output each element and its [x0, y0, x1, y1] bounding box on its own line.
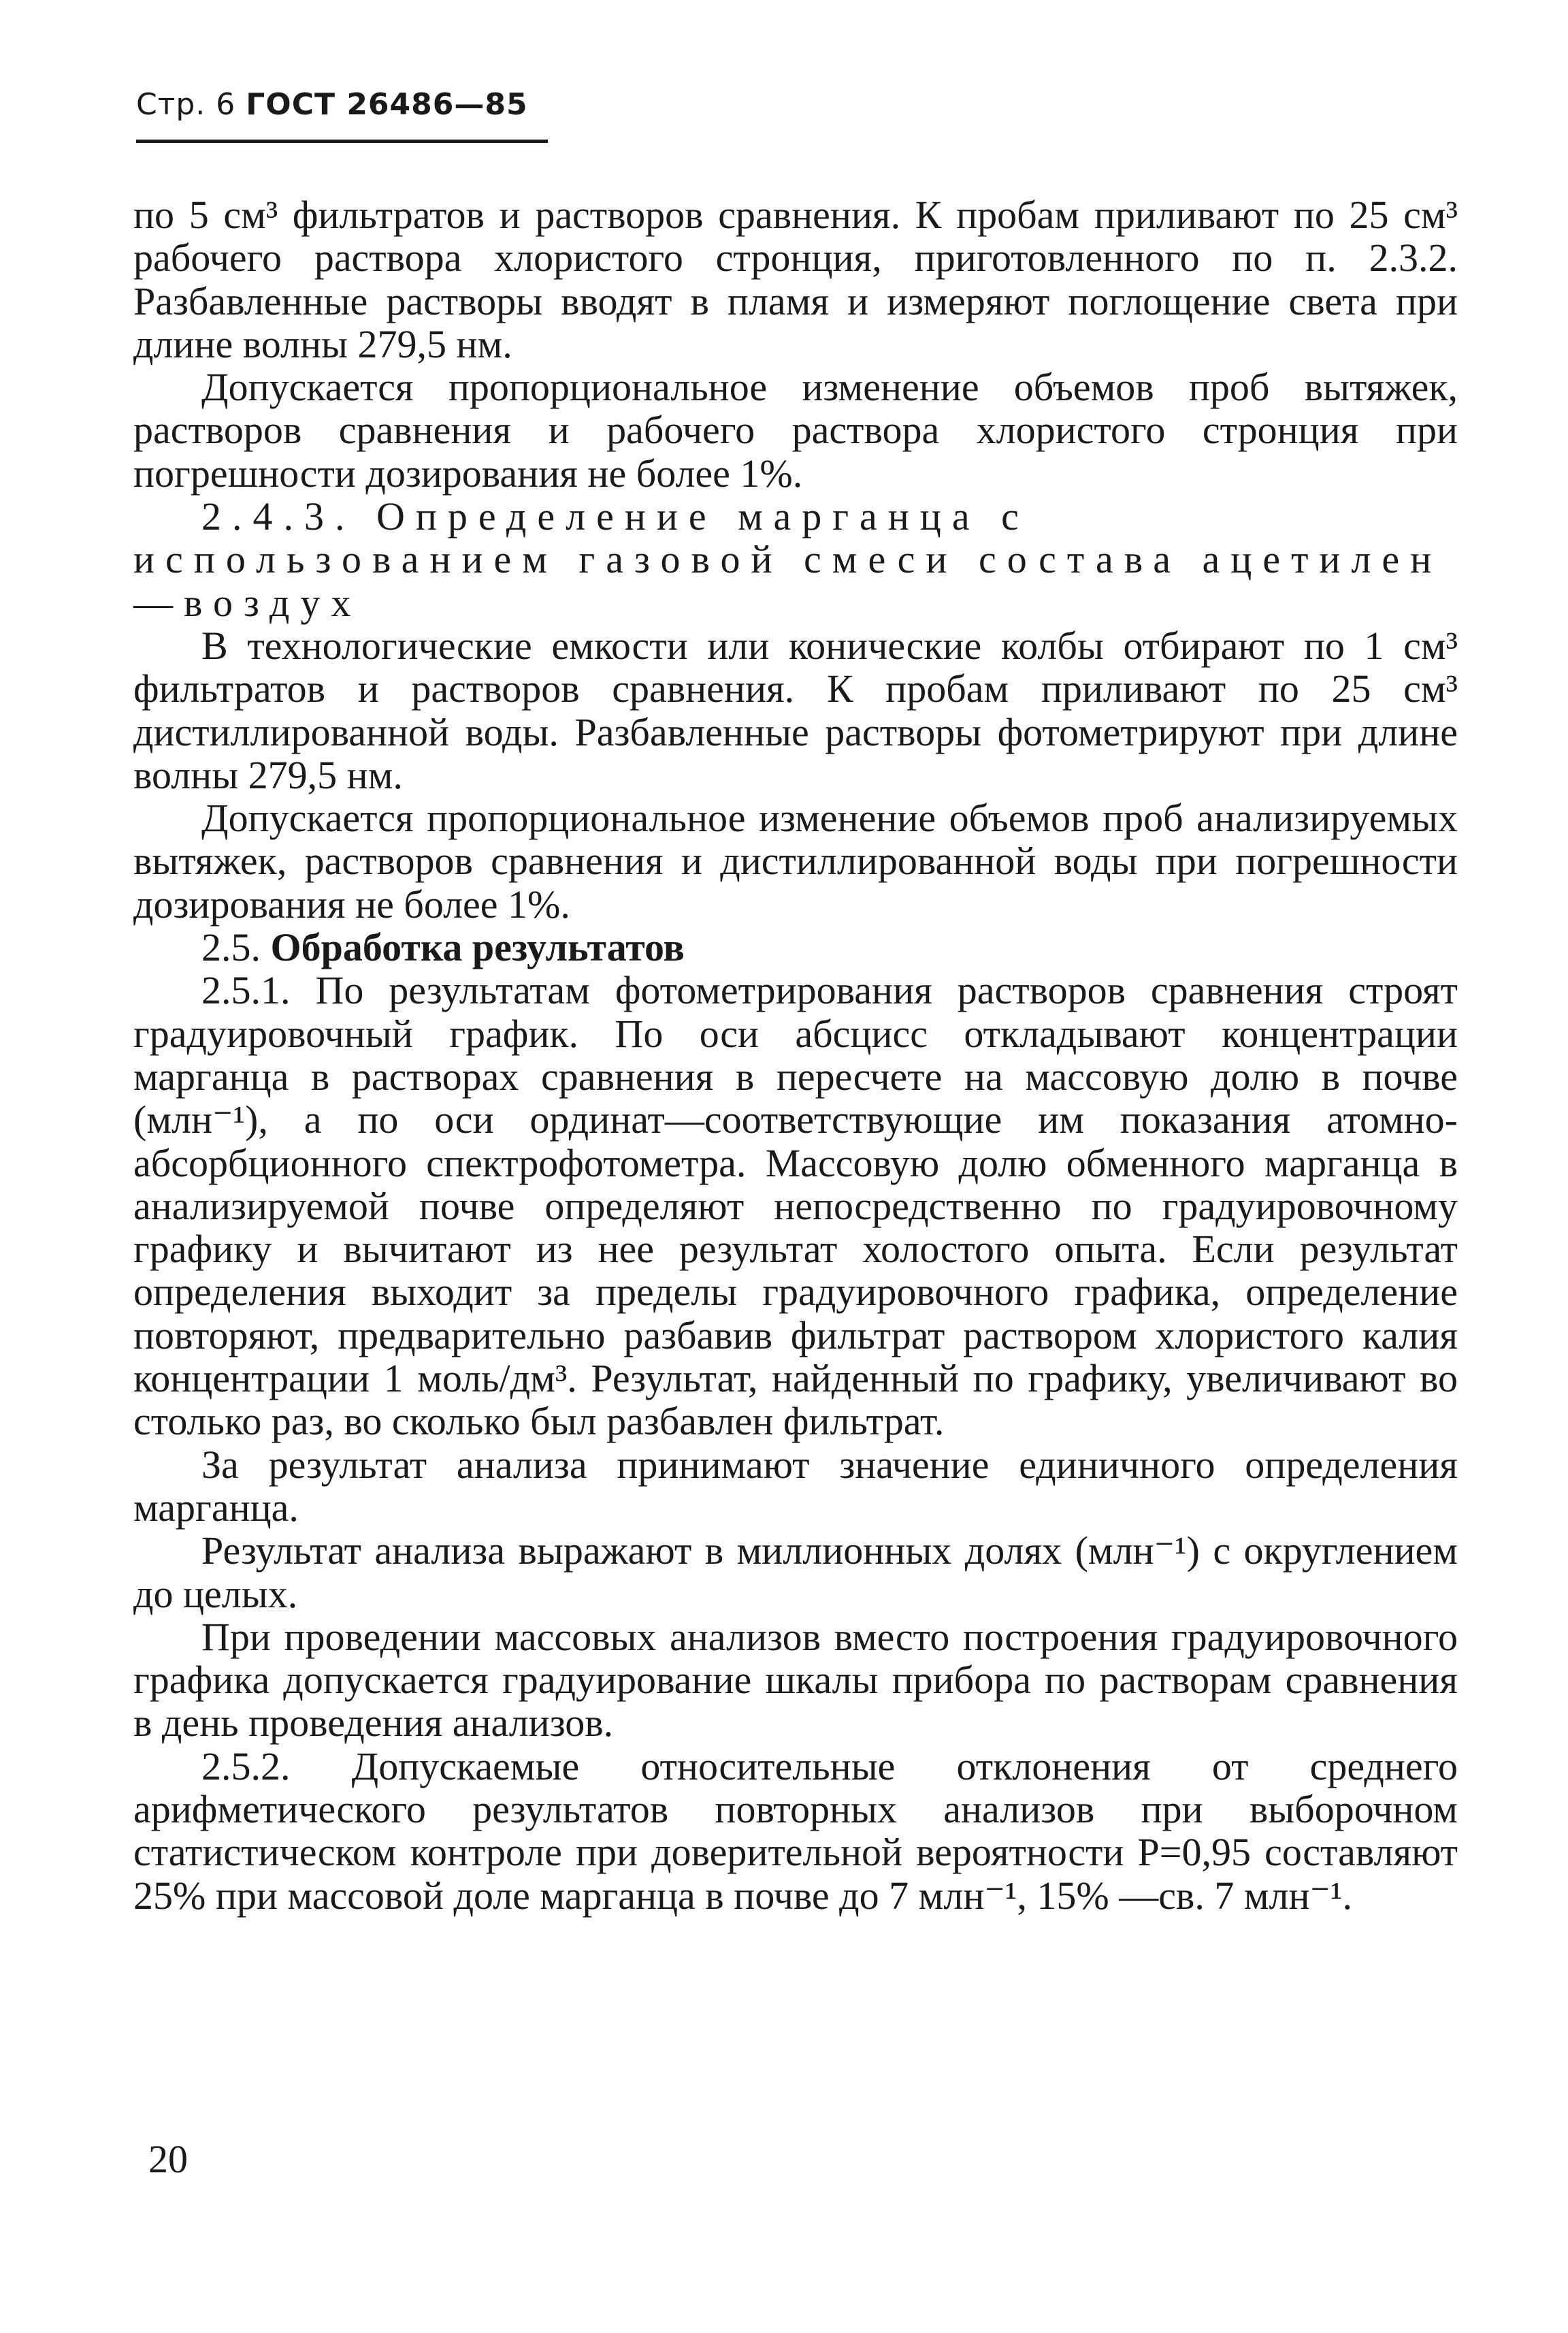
page-header	[136, 87, 528, 122]
standard-number: ГОСТ 26486—85	[246, 87, 528, 122]
paragraph: Результат анализа выражают в миллионных долях (млн⁻¹) с округлением до целых.	[133, 1528, 1458, 1616]
subsection-heading: 2.4.3. Определение марганца с использованием газовой смеси состава ацетилен—воздух	[133, 494, 1443, 625]
paragraph-continuation: по 5 см³ фильтратов и растворов сравнения. К пробам приливают по 25 см³ рабочего раствора хлористого стронция, приготовленного по п. 2.3.2. Разбавленные растворы вводят в пламя и измеряют поглощение света при длине волны 279,5 нм.	[133, 193, 1458, 366]
paragraph: При проведении массовых анализов вместо построения градуировочного графика допускается градуирование шкалы прибора по растворам сравнения в день проведения анализов.	[133, 1614, 1458, 1745]
paragraph: Допускается пропорциональное изменение объемов проб вытяжек, растворов сравнения и рабочего раствора хлористого стронция при погрешности дозирования не более 1%.	[133, 365, 1458, 496]
document-body	[133, 193, 1458, 1917]
section-heading	[133, 926, 1458, 969]
section-title: Обработка результатов	[270, 925, 685, 970]
header-rule	[136, 140, 548, 143]
section-number: 2.5.	[201, 925, 261, 970]
paragraph: 2.5.2. Допускаемые относительные отклонения от среднего арифметического результатов повторных анализов при выборочном статистическом контроле при доверительной вероятности P=0,95 составляют 25% при массовой доле марганца в почве до 7 млн⁻¹, 15% —св. 7 млн⁻¹.	[133, 1743, 1458, 1918]
paragraph: В технологические емкости или конические колбы отбирают по 1 см³ фильтратов и растворов сравнения. К пробам приливают по 25 см³ дистиллированной воды. Разбавленные растворы фотометрируют при длине волны 279,5 нм.	[133, 623, 1458, 797]
page-label: Стр. 6	[136, 87, 236, 122]
page-number: 20	[148, 2137, 188, 2181]
paragraph: 2.5.1. По результатам фотометрирования растворов сравнения строят градуировочный график. По оси абсцисс откладывают концентрации марганца в растворах сравнения в пересчете на массовую долю в почве (млн⁻¹), а по оси ординат—соответствующие им показания атомно-абсорбционного спектрофотометра. Массовую долю обменного марганца в анализируемой почве определяют непосредственно по градуировочному графику и вычитают из нее результат холостого опыта. Если результат определения выходит за пределы градуировочного графика, определение повторяют, предварительно разбавив фильтрат раствором хлористого калия концентрации 1 моль/дм³. Результат, найденный по графику, увеличивают во столько раз, во сколько был разбавлен фильтрат.	[133, 968, 1458, 1444]
paragraph: Допускается пропорциональное изменение объемов проб анализируемых вытяжек, растворов сравнения и дистиллированной воды при погрешности дозирования не более 1%.	[133, 796, 1458, 927]
paragraph: За результат анализа принимают значение единичного определения марганца.	[133, 1442, 1458, 1530]
